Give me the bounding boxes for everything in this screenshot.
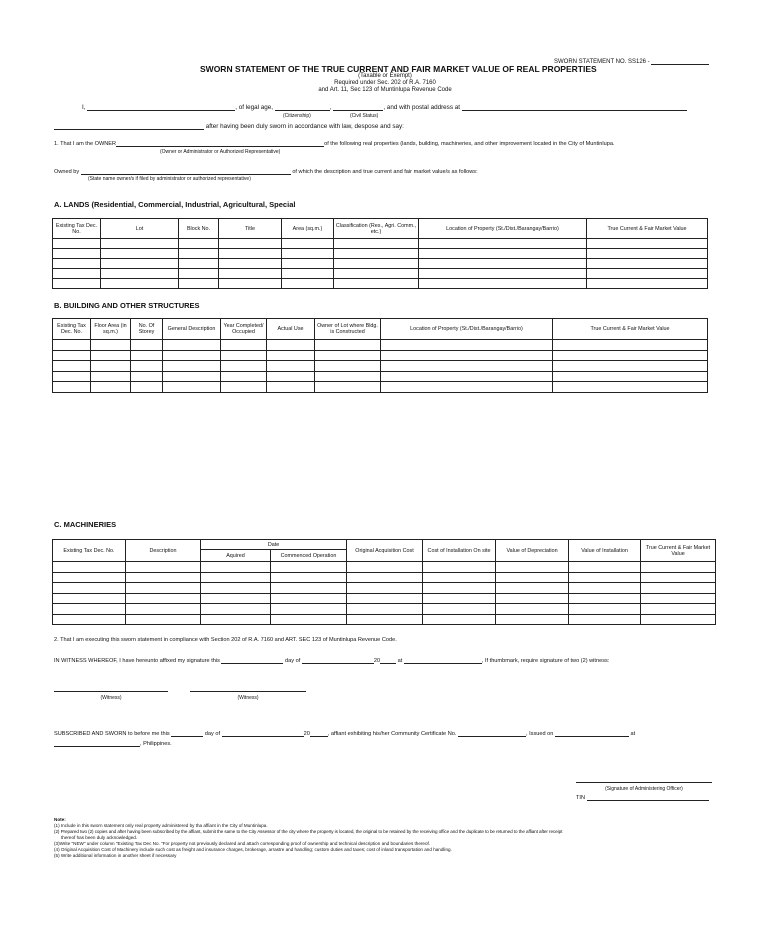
lands-col-title: Title bbox=[219, 219, 282, 239]
buildings-col-location: Location of Property (St./Dist./Barangay/Barrio) bbox=[381, 319, 553, 340]
witness-2-caption: (Witness) bbox=[237, 695, 259, 701]
issued-on-field[interactable] bbox=[555, 729, 629, 737]
lands-col-block: Block No. bbox=[179, 219, 219, 239]
buildings-col-year: Year Completed/ Occupied bbox=[221, 319, 267, 340]
citizenship-caption: (Citizenship) bbox=[283, 113, 311, 119]
machineries-col-taxdec: Existing Tax Dec. No. bbox=[53, 540, 126, 562]
machineries-col-acquisition-cost: Original Acquisition Cost bbox=[347, 540, 423, 562]
note-item: (2) Prepared two (2) copies and after having been subscribed by the affiant, submit the same to the City Assessor of the city where the property is located, the original to be retained by the receiving office and the duplicate to be returned to the affiant after receipt bbox=[54, 829, 563, 834]
table-row[interactable] bbox=[53, 249, 708, 259]
witness-day-field[interactable] bbox=[221, 656, 283, 664]
subscribed-line: SUBSCRIBED AND SWORN to before me this day of 20 , affiant exhibiting his/her Community Certificate No. , Issued on at bbox=[54, 731, 636, 737]
officer-signature-caption: (Signature of Administering Officer) bbox=[605, 786, 683, 792]
form-title: SWORN STATEMENT OF THE TRUE CURRENT AND FAIR MARKET VALUE OF REAL PROPERTIES bbox=[200, 64, 597, 74]
machineries-col-installation-value: Value of Installation bbox=[569, 540, 641, 562]
table-row[interactable] bbox=[53, 583, 716, 594]
statement-number-field[interactable] bbox=[651, 57, 709, 65]
owned-by-field[interactable] bbox=[81, 167, 291, 175]
owner-line: 1. That I am the OWNER of the following real properties (lands, building, machineries, and other improvement located in the City of Muntinlupa. bbox=[54, 141, 615, 147]
citizenship-field[interactable] bbox=[275, 103, 330, 111]
note-item: (5) Write additional information in another sheet if necessary bbox=[54, 853, 177, 858]
table-row[interactable] bbox=[53, 614, 716, 625]
note-item: thereof has been duly acknowledged. bbox=[61, 835, 138, 840]
buildings-col-floor-area: Floor Area (in sq.m.) bbox=[91, 319, 131, 340]
owner-caption: (Owner or Administrator or Authorized Representative) bbox=[160, 149, 281, 155]
subscribed-month-field[interactable] bbox=[222, 729, 304, 737]
table-row[interactable] bbox=[53, 239, 708, 249]
table-row[interactable] bbox=[53, 350, 708, 361]
statement-number-label: SWORN STATEMENT NO. SS126 - bbox=[554, 59, 650, 65]
notes-title: Note: bbox=[54, 817, 66, 822]
postal-address-field[interactable] bbox=[462, 103, 687, 111]
lands-col-lot: Lot bbox=[101, 219, 179, 239]
table-row[interactable] bbox=[53, 269, 708, 279]
witness-month-field[interactable] bbox=[302, 656, 374, 664]
subscribed-place-field[interactable] bbox=[54, 739, 140, 747]
lands-table bbox=[52, 218, 708, 289]
witness-2-signature-field[interactable] bbox=[190, 684, 306, 692]
table-row[interactable] bbox=[53, 279, 708, 289]
machineries-header-row-1 bbox=[53, 540, 716, 550]
buildings-col-storey: No. Of Storey bbox=[131, 319, 163, 340]
buildings-header-row bbox=[53, 319, 708, 340]
civil-status-field[interactable] bbox=[333, 103, 383, 111]
lands-col-classification: Classification (Res., Agri. Comm., etc.) bbox=[334, 219, 419, 239]
witness-year-field[interactable] bbox=[380, 656, 396, 664]
subscribed-line-2: , Philippines. bbox=[54, 739, 172, 747]
owner-field[interactable] bbox=[116, 139, 324, 147]
note-item: (4) Original Acquisition Cost of Machinery include such cost as freight and insurance charges, brokerage, arrastre and handling; custom duties and taxes; cost of inland transportation and handling. bbox=[54, 847, 452, 852]
machineries-col-value: True Current & Fair Market Value bbox=[641, 540, 716, 562]
lands-col-value: True Current & Fair Market Value bbox=[587, 219, 708, 239]
witness-1-caption: (Witness) bbox=[100, 695, 122, 701]
community-certificate-field[interactable] bbox=[458, 729, 526, 737]
table-row[interactable] bbox=[53, 361, 708, 372]
owned-by-line: Owned by of which the description and true current and fair market value/s as follows: bbox=[54, 169, 478, 175]
table-row[interactable] bbox=[53, 382, 708, 393]
witness-2 bbox=[190, 684, 306, 701]
table-row[interactable] bbox=[53, 572, 716, 583]
owned-by-caption: (State name owner/s if filed by administrator or authorized representative) bbox=[88, 176, 251, 182]
machineries-col-installation-cost: Cost of Installation On site bbox=[423, 540, 496, 562]
officer-signature bbox=[576, 775, 712, 792]
table-row[interactable] bbox=[53, 371, 708, 382]
machineries-table bbox=[52, 539, 716, 625]
table-row[interactable] bbox=[53, 340, 708, 351]
form-subtitle: (Taxable or Exempt) Required under Sec. 202 of R.A. 7160 and Art. 11, Sec 123 of Muntinlupa Revenue Code bbox=[318, 73, 452, 93]
buildings-col-use: Actual Use bbox=[267, 319, 315, 340]
compliance-statement: 2. That I am executing this sworn statement in compliance with Section 202 of R.A. 7160 and ART. SEC 123 of Muntinlupa Revenue Code. bbox=[54, 637, 397, 643]
table-row[interactable] bbox=[53, 562, 716, 573]
sworn-name-field[interactable] bbox=[54, 122, 204, 130]
witness-1 bbox=[54, 684, 168, 701]
tin-line: TIN bbox=[576, 793, 709, 801]
machineries-col-date-aquired: Aquired bbox=[201, 550, 271, 562]
machineries-col-date: Date bbox=[201, 540, 347, 550]
machineries-col-description: Description bbox=[126, 540, 201, 562]
machineries-heading: C. MACHINERIES bbox=[54, 520, 117, 529]
name-field[interactable] bbox=[87, 103, 235, 111]
note-item: (1) Include in this sworn statement only real property administered by tha affiant in the City of Muntinlupa. bbox=[54, 823, 268, 828]
buildings-col-value: True Current & Fair Market Value bbox=[553, 319, 708, 340]
buildings-table bbox=[52, 318, 708, 393]
lands-col-area: Area (sq.m.) bbox=[282, 219, 334, 239]
witness-line: IN WITNESS WHEREOF, I have hereunto affixed my signature this day of 20 at , If thumbmark, require signature of two (2) witness: bbox=[54, 658, 610, 664]
table-row[interactable] bbox=[53, 593, 716, 604]
lands-heading: A. LANDS (Residential, Commercial, Industrial, Agricultural, Special bbox=[54, 200, 296, 209]
subscribed-day-field[interactable] bbox=[171, 729, 203, 737]
officer-signature-field[interactable] bbox=[576, 775, 712, 783]
note-item: (3)Write "NEW" under column "Existing Tax Dec No. "For property not previously declared and attach corresponding proof of ownership and technical description and boundaries thereof. bbox=[54, 841, 431, 846]
table-row[interactable] bbox=[53, 604, 716, 615]
civil-status-caption: (Civil Status) bbox=[350, 113, 379, 119]
buildings-col-lot-owner: Owner of Lot where Bldg. is Constructed bbox=[315, 319, 381, 340]
buildings-col-taxdec: Existing Tax Dec. No. bbox=[53, 319, 91, 340]
tin-field[interactable] bbox=[587, 793, 709, 801]
witness-1-signature-field[interactable] bbox=[54, 684, 168, 692]
buildings-col-description: General Description bbox=[163, 319, 221, 340]
machineries-col-date-commenced: Commenced Operation bbox=[271, 550, 347, 562]
lands-header-row bbox=[53, 219, 708, 239]
lands-col-location: Location of Property (St./Dist./Barangay/Barrio) bbox=[419, 219, 587, 239]
intro-line-2: after having been duly sworn in accordance with law, despose and say: bbox=[54, 122, 404, 130]
table-row[interactable] bbox=[53, 259, 708, 269]
machineries-col-depreciation: Value of Depreciation bbox=[496, 540, 569, 562]
notes-section bbox=[54, 817, 714, 859]
witness-place-field[interactable] bbox=[404, 656, 482, 664]
lands-col-taxdec: Existing Tax Dec. No. bbox=[53, 219, 101, 239]
subscribed-year-field[interactable] bbox=[310, 729, 328, 737]
intro-line-1: I, , of legal age, , , and with postal address at bbox=[82, 103, 687, 111]
buildings-heading: B. BUILDING AND OTHER STRUCTURES bbox=[54, 301, 200, 310]
